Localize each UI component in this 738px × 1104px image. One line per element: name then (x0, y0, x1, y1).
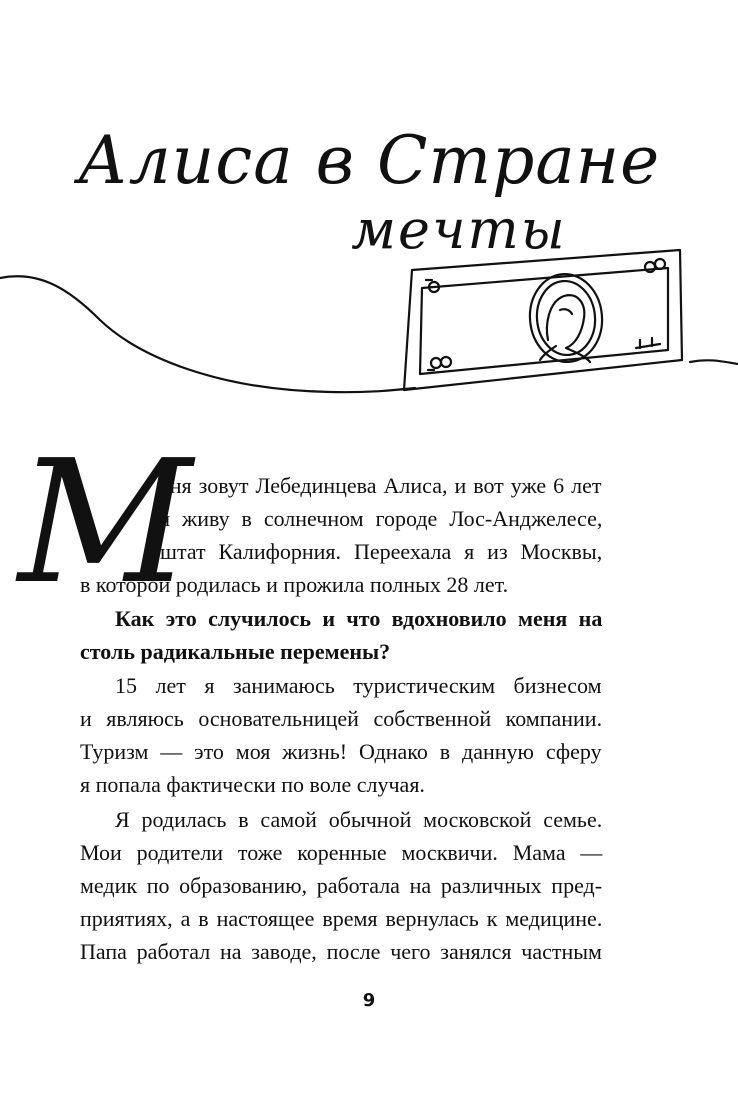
paragraph-line: я попала фактически по воле случая. (80, 772, 425, 797)
chapter-title-line-1: Алиса в Стране (77, 122, 661, 199)
drop-cap: М (18, 424, 193, 622)
paragraph-line: Я родилась в самой обычной московской семье. (115, 807, 603, 832)
paragraph-line: приятиях, а в настоящее время вернулась к медицине. (80, 906, 603, 931)
page-number: 9 (362, 990, 376, 1011)
paragraph-line: в которой родилась и прожила полных 28 лет. (80, 572, 509, 597)
chapter-title-line-2: мечты (351, 198, 567, 261)
paragraph-line: Папа работал на заводе, после чего занялся частным (80, 939, 602, 964)
bold-question-line: столь радикальные перемены? (80, 639, 391, 664)
paragraph-line: еня зовут Лебединцева Алиса, и вот уже 6 лет (160, 473, 602, 498)
paragraph-line: 15 лет я занимаюсь туристическим бизнесом (115, 673, 602, 698)
paragraph-line: и являюсь основательницей собственной компании. (80, 706, 603, 731)
paragraph-line: Мои родители тоже коренные москвичи. Мама — (80, 840, 603, 865)
banknote-line-art-icon (0, 240, 738, 410)
paragraph-line: штат Калифорния. Переехала я из Москвы, (160, 539, 603, 564)
paragraph-line: медик по образованию, работала на различных пред- (80, 873, 603, 898)
paragraph-line: Туризм — это моя жизнь! Однако в данную сферу (80, 739, 602, 764)
bold-question-line: Как это случилось и что вдохновило меня на (115, 606, 603, 631)
paragraph-line: я живу в солнечном городе Лос-Анджелесе, (160, 506, 603, 531)
